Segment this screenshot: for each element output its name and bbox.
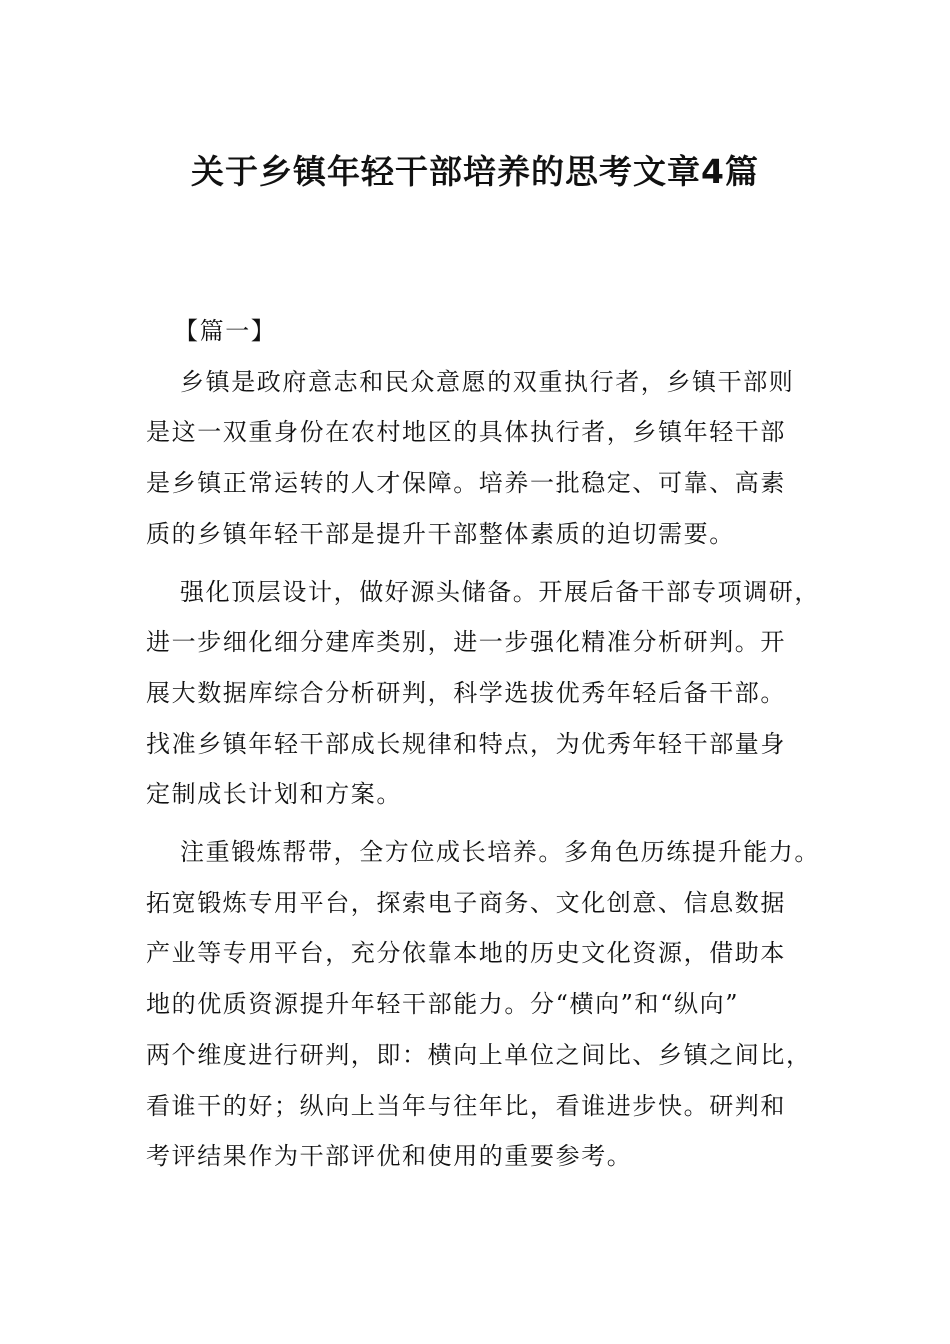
paragraph-line: 考评结果作为干部评优和使用的重要参考。 (146, 1142, 633, 1171)
document-title: 关于乡镇年轻干部培养的思考文章4篇 (191, 152, 759, 191)
paragraph-line: 拓宽锻炼专用平台，探索电子商务、文化创意、信息数据 (146, 888, 786, 917)
document-body (146, 306, 818, 1189)
paragraph-1 (146, 357, 818, 560)
paragraph-line: 质的乡镇年轻干部是提升干部整体素质的迫切需要。 (146, 519, 735, 548)
paragraph-line: 进一步细化细分建库类别，进一步强化精准分析研判。开 (146, 628, 786, 657)
section-label: 【篇一】 (174, 317, 277, 345)
paragraph-line: 找准乡镇年轻干部成长规律和特点，为优秀年轻干部量身 (146, 729, 786, 758)
paragraph-line: 定制成长计划和方案。 (146, 780, 402, 809)
paragraph-line: 强化顶层设计，做好源头储备。开展后备干部专项调研， (180, 577, 820, 606)
paragraph-2 (146, 567, 818, 821)
paragraph-line: 看谁干的好；纵向上当年与往年比，看谁进步快。研判和 (146, 1091, 786, 1120)
paragraph-line: 是乡镇正常运转的人才保障。培养一批稳定、可靠、高素 (146, 469, 786, 498)
paragraph-line: 注重锻炼帮带，全方位成长培养。多角色历练提升能力。 (180, 838, 820, 867)
paragraph-line: 是这一双重身份在农村地区的具体执行者，乡镇年轻干部 (146, 418, 786, 447)
paragraph-line: 乡镇是政府意志和民众意愿的双重执行者，乡镇干部则 (180, 367, 795, 396)
paragraph-3 (146, 827, 818, 1182)
paragraph-line: 两个维度进行研判，即：横向上单位之间比、乡镇之间比， (146, 1040, 812, 1069)
paragraph-line: 产业等专用平台，充分依靠本地的历史文化资源，借助本 (146, 939, 786, 968)
paragraph-line: 展大数据库综合分析研判，科学选拔优秀年轻后备干部。 (146, 678, 786, 707)
paragraph-line: 地的优质资源提升年轻干部能力。分“横向”和“纵向” (146, 990, 740, 1019)
